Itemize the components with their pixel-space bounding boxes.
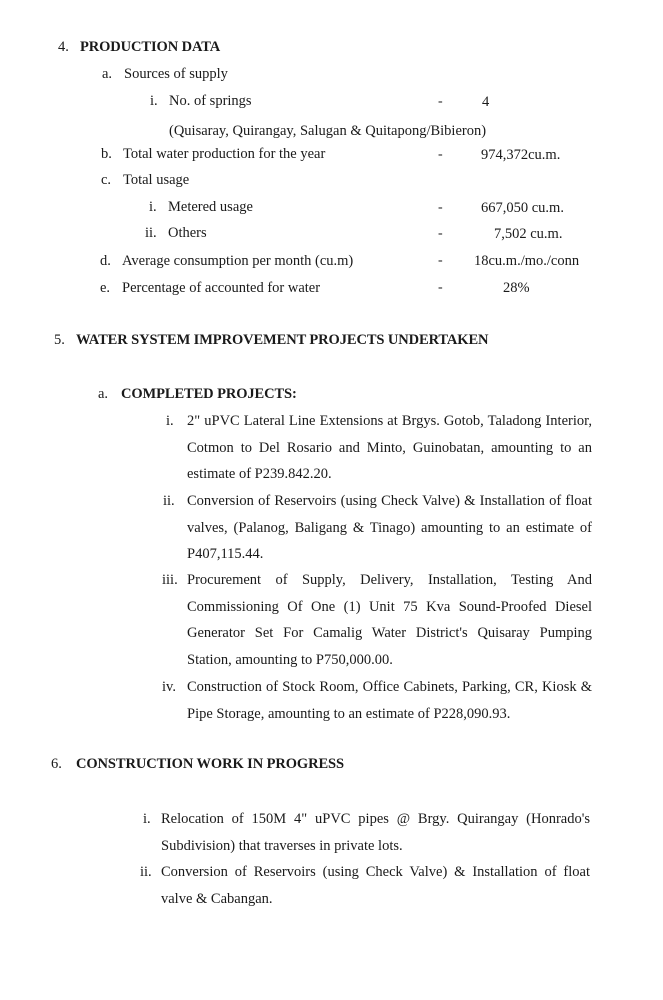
metered-label: Metered usage xyxy=(168,199,253,215)
springs-value: 4 xyxy=(482,94,490,110)
item-a-letter: a. xyxy=(102,66,113,82)
project-2-roman: ii. xyxy=(163,493,175,509)
item-e-letter: e. xyxy=(100,280,111,296)
metered-dash: - xyxy=(438,200,443,215)
completed-letter: a. xyxy=(98,386,109,402)
project-1-text: 2" uPVC Lateral Line Extensions at Brgys. Gotob, Taladong Interior, Cotmon to Del Rosario and Minto, Guinobatan, amounting to an estimate of P239.842.20. xyxy=(187,413,592,482)
section-6-number: 6. xyxy=(51,756,62,772)
section-6-title: CONSTRUCTION WORK IN PROGRESS xyxy=(76,756,344,772)
springs-label: No. of springs xyxy=(169,93,252,109)
item-d-label: Average consumption per month (cu.m) xyxy=(122,253,354,269)
item-e-value: 28% xyxy=(503,280,530,296)
project-1-roman: i. xyxy=(166,413,174,429)
completed-title: COMPLETED PROJECTS: xyxy=(121,386,297,402)
project-3-text: Procurement of Supply, Delivery, Installation, Testing And Commissioning Of One (1) Unit 75 Kva Sound-Proofed Diesel Generator Set For Camalig Water District's Quisaray Pumping Station, amounting to P750,000.00. xyxy=(187,572,592,668)
item-b-letter: b. xyxy=(101,146,112,162)
item-b-label: Total water production for the year xyxy=(123,146,326,162)
item-c-letter: c. xyxy=(101,172,112,188)
others-label: Others xyxy=(168,225,207,241)
project-3-roman: iii. xyxy=(162,572,178,588)
item-b-value: 974,372cu.m. xyxy=(481,147,561,163)
springs-roman: i. xyxy=(150,93,158,109)
project-4-text: Construction of Stock Room, Office Cabinets, Parking, CR, Kiosk & Pipe Storage, amounting to an estimate of P228,090.93. xyxy=(187,679,592,722)
wip-2-roman: ii. xyxy=(140,864,152,880)
item-d-value: 18cu.m./mo./conn xyxy=(474,253,580,269)
project-4-roman: iv. xyxy=(162,679,176,695)
others-value: 7,502 cu.m. xyxy=(494,226,563,242)
metered-roman: i. xyxy=(149,199,157,215)
item-d-dash: - xyxy=(438,253,443,268)
item-b-dash: - xyxy=(438,147,443,162)
item-d-letter: d. xyxy=(100,253,111,269)
wip-1-roman: i. xyxy=(143,811,151,827)
item-e-dash: - xyxy=(438,280,443,295)
section-5-number: 5. xyxy=(54,332,65,348)
metered-value: 667,050 cu.m. xyxy=(481,200,564,216)
item-e-label: Percentage of accounted for water xyxy=(122,280,321,296)
springs-note: (Quisaray, Quirangay, Salugan & Quitapong/Bibieron) xyxy=(169,123,487,139)
others-roman: ii. xyxy=(145,225,157,241)
wip-1-text: Relocation of 150M 4" uPVC pipes @ Brgy. Quirangay (Honrado's Subdivision) that traverses in private lots. xyxy=(161,811,590,854)
project-2-text: Conversion of Reservoirs (using Check Valve) & Installation of float valves, (Palanog, Baligang & Tinago) amounting to an estimate of P407,115.44. xyxy=(187,493,592,562)
springs-dash: - xyxy=(438,94,443,109)
section-4-number: 4. xyxy=(58,39,69,55)
item-a-label: Sources of supply xyxy=(124,66,228,82)
wip-2-text: Conversion of Reservoirs (using Check Valve) & Installation of float valve & Cabangan. xyxy=(161,864,590,907)
others-dash: - xyxy=(438,226,443,241)
item-c-label: Total usage xyxy=(123,172,190,188)
section-4-title: PRODUCTION DATA xyxy=(80,39,221,55)
section-5-title: WATER SYSTEM IMPROVEMENT PROJECTS UNDERTAKEN xyxy=(76,332,489,348)
